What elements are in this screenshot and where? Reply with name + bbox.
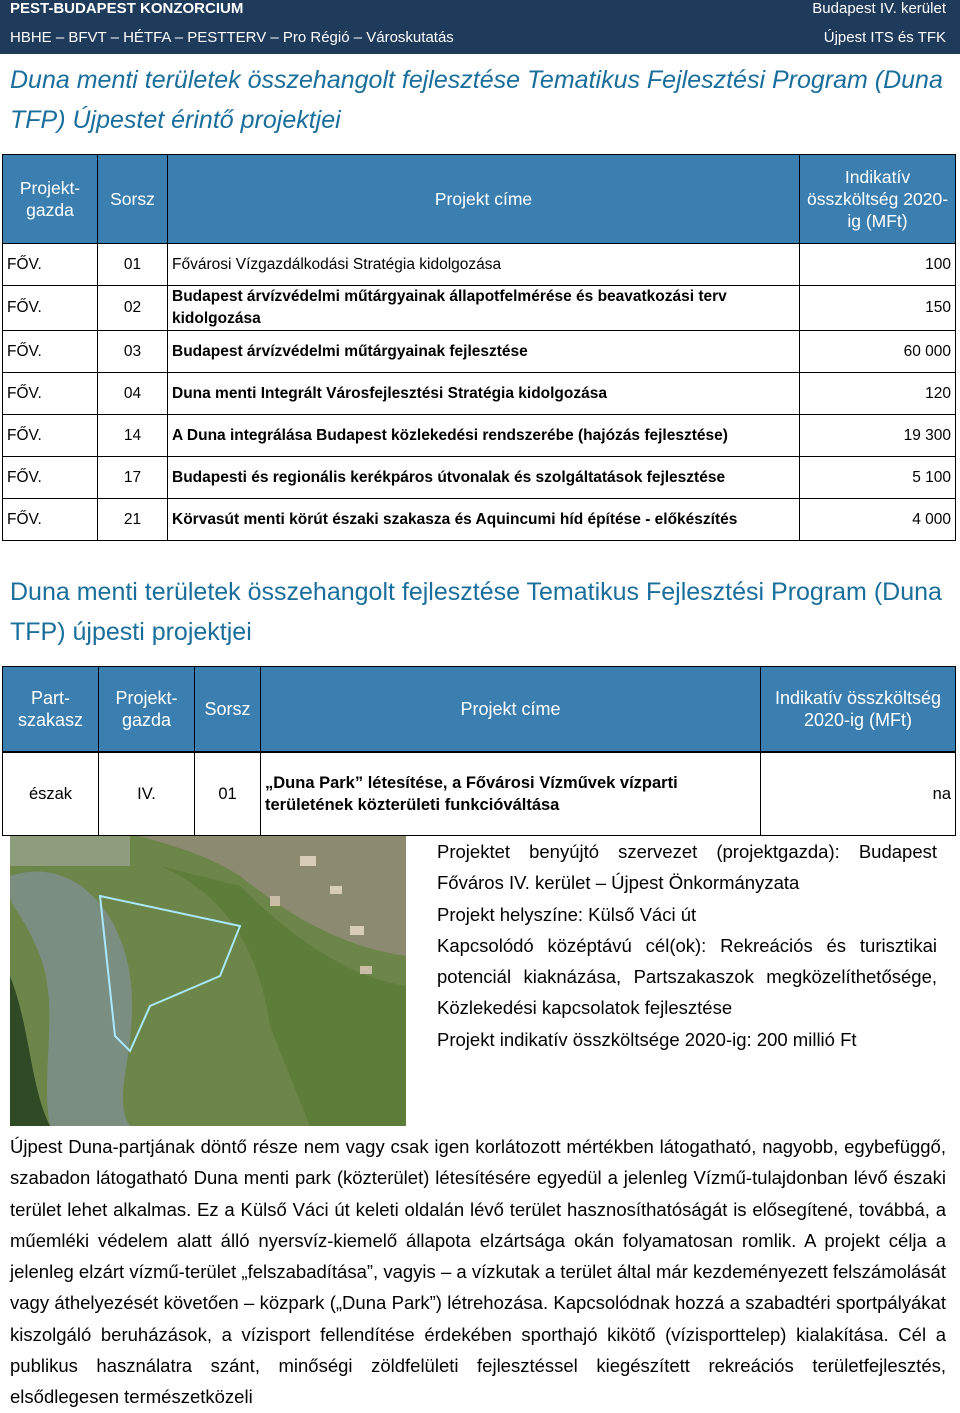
cell-number: 21 — [98, 499, 168, 541]
district-name: Budapest IV. kerület — [812, 0, 946, 17]
project-location: Projekt helyszíne: Külső Váci út — [437, 903, 697, 925]
cell-owner: IV. — [99, 752, 195, 836]
col-section: Part-szakasz — [3, 667, 99, 753]
project-goals: Kapcsolódó középtávú cél(ok): Rekreációs és turisztikai potenciál kiaknázása, Partszakaszok megközelíthetősége, Közlekedési kapcsolatok fejlesztése — [437, 934, 937, 1019]
col-title: Projekt címe — [168, 155, 800, 244]
cell-title: Fővárosi Vízgazdálkodási Stratégia kidolgozása — [168, 244, 800, 286]
cell-owner: FŐV. — [3, 373, 98, 415]
col-title: Projekt címe — [261, 667, 761, 753]
cell-number: 02 — [98, 286, 168, 331]
cell-title: Budapesti és regionális kerékpáros útvonalak és szolgáltatások fejlesztése — [168, 457, 800, 499]
cell-title: Budapest árvízvédelmi műtárgyainak állapotfelmérése és beavatkozási terv kidolgozása — [168, 286, 800, 331]
table-row — [3, 331, 956, 373]
partners-list: HBHE – BFVT – HÉTFA – PESTTERV – Pro Régió – Városkutatás — [10, 29, 454, 46]
cell-title: Duna menti Integrált Városfejlesztési Stratégia kidolgozása — [168, 373, 800, 415]
document-type: Újpest ITS és TFK — [823, 29, 946, 46]
table-row — [3, 286, 956, 331]
cell-cost: 4 000 — [800, 499, 956, 541]
project-submitter: Projektet benyújtó szervezet (projektgazda): Budapest Főváros IV. kerület – Újpest Önkormányzata — [437, 841, 937, 894]
cell-number: 14 — [98, 415, 168, 457]
cell-section: észak — [3, 752, 99, 836]
cell-number: 17 — [98, 457, 168, 499]
col-number: Sorsz — [195, 667, 261, 753]
table-row — [3, 499, 956, 541]
section2-table — [2, 666, 956, 836]
cell-owner: FŐV. — [3, 457, 98, 499]
section2-title: Duna menti területek összehangolt fejlesztése Tematikus Fejlesztési Program (Duna TFP) újpesti projektjei — [10, 578, 942, 646]
table-row — [3, 415, 956, 457]
cell-owner: FŐV. — [3, 331, 98, 373]
section1-table — [2, 154, 956, 541]
table-row — [3, 752, 956, 836]
cell-number: 01 — [195, 752, 261, 836]
col-cost: Indikatív összköltség 2020-ig (MFt) — [800, 155, 956, 244]
project-info — [437, 836, 937, 1055]
cell-title: „Duna Park” létesítése, a Fővárosi Vízművek vízparti területének közterületi funkcióváltása — [261, 752, 761, 836]
cell-owner: FŐV. — [3, 415, 98, 457]
cell-cost: 60 000 — [800, 331, 956, 373]
table-row — [3, 457, 956, 499]
cell-title: A Duna integrálása Budapest közlekedési rendszerébe (hajózás fejlesztése) — [168, 415, 800, 457]
section1-title: Duna menti területek összehangolt fejlesztése Tematikus Fejlesztési Program (Duna TFP) Újpestet érintő projektjei — [10, 66, 943, 134]
cell-number: 01 — [98, 244, 168, 286]
cell-title: Budapest árvízvédelmi műtárgyainak fejlesztése — [168, 331, 800, 373]
cell-owner: FŐV. — [3, 499, 98, 541]
project-cost: Projekt indikatív összköltsége 2020-ig: 200 millió Ft — [437, 1028, 857, 1050]
consortium-name: PEST-BUDAPEST KONZORCIUM — [10, 0, 244, 17]
cell-cost: 150 — [800, 286, 956, 331]
table-row — [3, 244, 956, 286]
cell-cost: 5 100 — [800, 457, 956, 499]
col-number: Sorsz — [98, 155, 168, 244]
cell-cost: na — [761, 752, 956, 836]
table-row — [3, 373, 956, 415]
cell-cost: 100 — [800, 244, 956, 286]
project-description: Újpest Duna-partjának döntő része nem vagy csak igen korlátozott mértékben látogatható, nagyobb, egybefüggő, szabadon látogatható Duna menti park (közterület) létesítésére egyedül a jelenleg Vízmű-tulajdonban lévő északi terület lehet alkalmas. Ez a Külső Váci út keleti oldalán lévő terület hasznosíthatóságát is elősegítené, továbbá, a műemléki védelem alatt álló nyersvíz-kiemelő állapota elzártsága okán folyamatosan romlik. A projekt célja a jelenleg elzárt vízmű-terület „felszabadítása”, vagyis – a vízkutak a terület által már kezdeményezett felszámolását vagy áthelyezését követően – közpark („Duna Park”) létrehozása. Kapcsolódnak hozzá a szabadtéri sportpályákat kiszolgáló beruházások, a vízisport fellendítése érdekében sporthajó kikötő (vízisporttelep) kialakítása. Cél a publikus használatra szánt, minőségi zöldfelületi fejlesztéssel kiegészített rekreációs területfejlesztés, elsődlegesen természetközeli — [10, 1136, 946, 1408]
cell-number: 04 — [98, 373, 168, 415]
aerial-photo — [10, 836, 406, 1126]
cell-owner: FŐV. — [3, 286, 98, 331]
col-owner: Projekt-gazda — [99, 667, 195, 753]
cell-number: 03 — [98, 331, 168, 373]
cell-title: Körvasút menti körút északi szakasza és Aquincumi híd építése - előkészítés — [168, 499, 800, 541]
col-owner: Projekt-gazda — [3, 155, 98, 244]
page-header — [0, 0, 960, 54]
cell-owner: FŐV. — [3, 244, 98, 286]
cell-cost: 19 300 — [800, 415, 956, 457]
col-cost: Indikatív összköltség 2020-ig (MFt) — [761, 667, 956, 753]
aerial-photo-drawing — [10, 836, 406, 1126]
cell-cost: 120 — [800, 373, 956, 415]
